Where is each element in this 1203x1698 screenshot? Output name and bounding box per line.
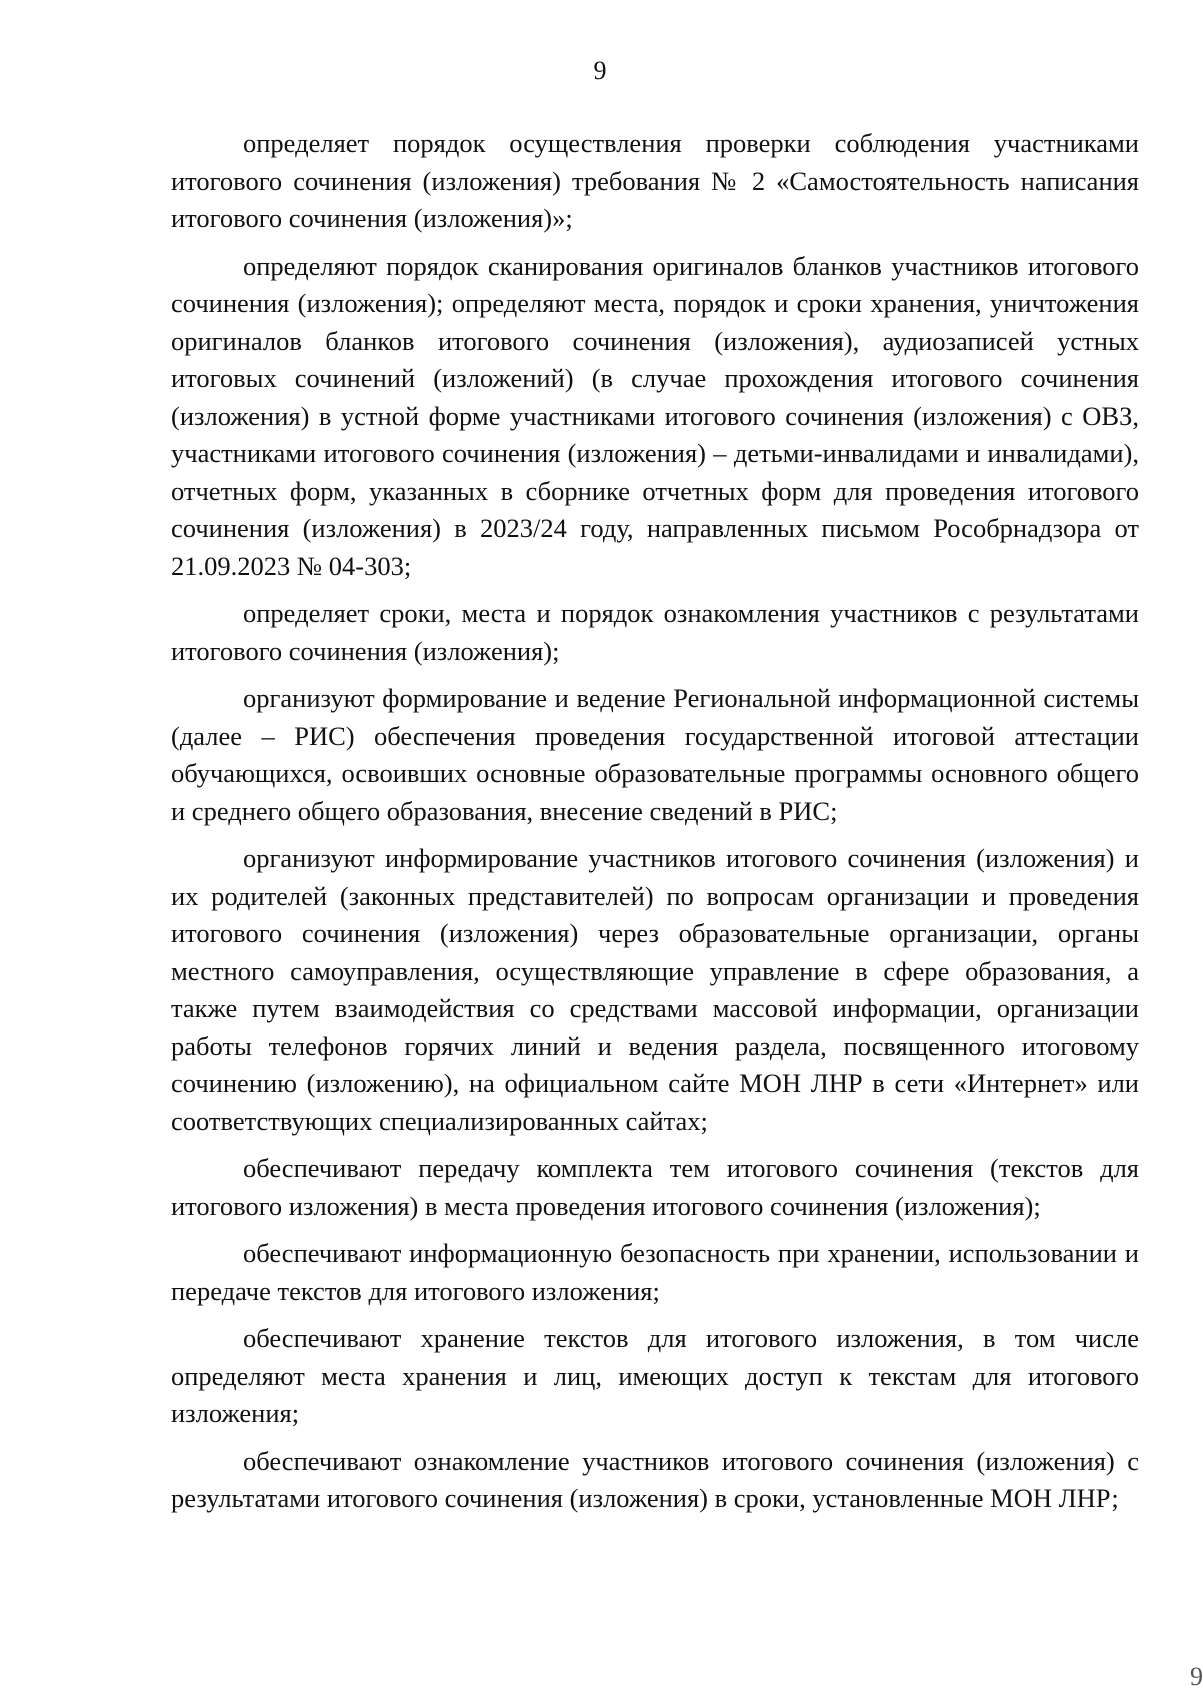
paragraph: организуют информирование участников итогового сочинения (изложения) и их родителей (законных представителей) по вопросам организации и проведения итогового сочинения (изложения) через образовательные организации, органы местного самоуправления, осуществляющие управление в сфере образования, а также путем взаимодействия со средствами массовой информации, организации работы телефонов горячих линий и ведения раздела, посвященного итоговому сочинению (изложению), на официальном сайте МОН ЛНР в сети «Интернет» или соответствующих специализированных сайтах; xyxy=(171,843,1139,1136)
paragraph: организуют формирование и ведение Региональной информационной системы (далее – РИС) обеспечения проведения государственной итоговой аттестации обучающихся, освоивших основные образовательные программы основного общего и среднего общего образования, внесение сведений в РИС; xyxy=(171,683,1139,826)
paragraph: обеспечивают информационную безопасность при хранении, использовании и передаче текстов для итогового изложения; xyxy=(171,1238,1139,1306)
paragraph: определяют порядок сканирования оригиналов бланков участников итогового сочинения (изложения); определяют места, порядок и сроки хранения, уничтожения оригиналов бланков итогового сочинения (изложения), аудиозаписей устных итоговых сочинений (изложений) (в случае прохождения итогового сочинения (изложения) в устной форме участниками итогового сочинения (изложения) с ОВЗ, участниками итогового сочинения (изложения) – детьми-инвалидами и инвалидами), отчетных форм, указанных в сборнике отчетных форм для проведения итогового сочинения (изложения) в 2023/24 году, направленных письмом Рособрнадзора от 21.09.2023 № 04-303; xyxy=(171,250,1139,581)
paragraph: обеспечивают хранение текстов для итогового изложения, в том числе определяют места хранения и лиц, имеющих доступ к текстам для итогового изложения; xyxy=(171,1323,1139,1428)
page-number: 9 xyxy=(593,56,607,85)
document-body xyxy=(171,125,1139,1528)
paragraph: определяет сроки, места и порядок ознакомления участников с результатами итогового сочинения (изложения); xyxy=(171,598,1139,666)
paragraph: обеспечивают ознакомление участников итогового сочинения (изложения) с результатами итогового сочинения (изложения) в сроки, установленные МОН ЛНР; xyxy=(171,1445,1139,1513)
margin-page-mark: 9 xyxy=(1190,1662,1203,1691)
paragraph: обеспечивают передачу комплекта тем итогового сочинения (текстов для итогового изложения) в места проведения итогового сочинения (изложения); xyxy=(171,1153,1139,1221)
paragraph: определяет порядок осуществления проверки соблюдения участниками итогового сочинения (изложения) требования № 2 «Самостоятельность написания итогового сочинения (изложения)»; xyxy=(171,128,1139,233)
